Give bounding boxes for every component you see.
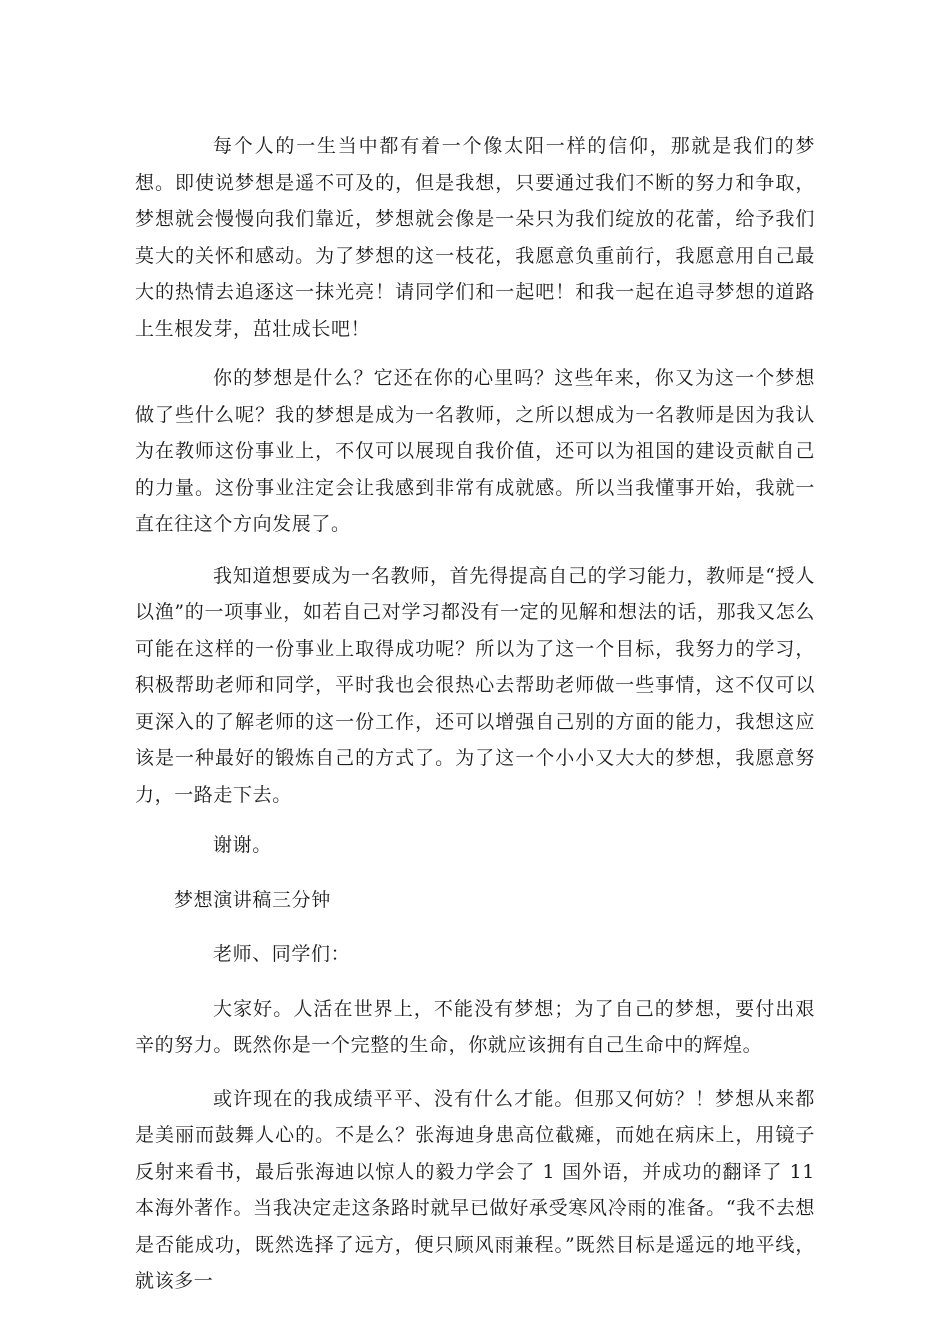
paragraph-intro: 大家好。人活在世界上，不能没有梦想；为了自己的梦想，要付出艰辛的努力。既然你是一个完整的生命，你就应该拥有自己生命中的辉煌。 (135, 997, 815, 1056)
speech-title: 梦想演讲稿三分钟 (174, 888, 331, 911)
paragraph-zhang-haidi: 或许现在的我成绩平平、没有什么才能。但那又何妨？！梦想从来都是美丽而鼓舞人心的。不是么？张海迪身患高位截瘫，而她在病床上，用镜子反射来看书，最后张海迪以惊人的毅力学会了 1 国外语，并成功的翻译了 11 本海外著作。当我决定走这条路时就早已做好承受寒风冷雨的准备。“我不去想是否能成功，既然选择了远方，便只顾风雨兼程。”既然目标是遥远的地平线，就该多一 (135, 1087, 815, 1292)
paragraph-learning-ability: 我知道想要成为一名教师，首先得提高自己的学习能力，教师是“授人以渔”的一项事业，如若自己对学习都没有一定的见解和想法的话，那我又怎么可能在这样的一份事业上取得成功呢？所以为了这一个目标，我努力的学习，积极帮助老师和同学，平时我也会很热心去帮助老师做一些事情，这不仅可以更深入的了解老师的这一份工作，还可以增强自己别的方面的能力，我想这应该是一种最好的锻炼自己的方式了。为了这一个小小又大大的梦想，我愿意努力，一路走下去。 (135, 564, 815, 806)
thanks-line: 谢谢。 (213, 834, 272, 856)
document-body (135, 128, 815, 1317)
paragraph-teacher-dream: 你的梦想是什么？它还在你的心里吗？这些年来，你又为这一个梦想做了些什么呢？我的梦想是成为一名教师，之所以想成为一名教师是因为我认为在教师这份事业上，不仅可以展现自我价值，还可以为祖国的建设贡献自己的力量。这份事业注定会让我感到非常有成就感。所以当我懂事开始，我就一直在往这个方向发展了。 (135, 367, 815, 535)
greeting-line: 老师、同学们： (213, 943, 351, 965)
paragraph-dream-belief: 每个人的一生当中都有着一个像太阳一样的信仰，那就是我们的梦想。即使说梦想是遥不可及的，但是我想，只要通过我们不断的努力和争取，梦想就会慢慢向我们靠近，梦想就会像是一朵只为我们绽放的花蕾，给予我们莫大的关怀和感动。为了梦想的这一枝花，我愿意负重前行，我愿意用自己最大的热情去追逐这一抹光亮！请同学们和一起吧！和我一起在追寻梦想的道路上生根发芽，茁壮成长吧！ (135, 135, 815, 340)
